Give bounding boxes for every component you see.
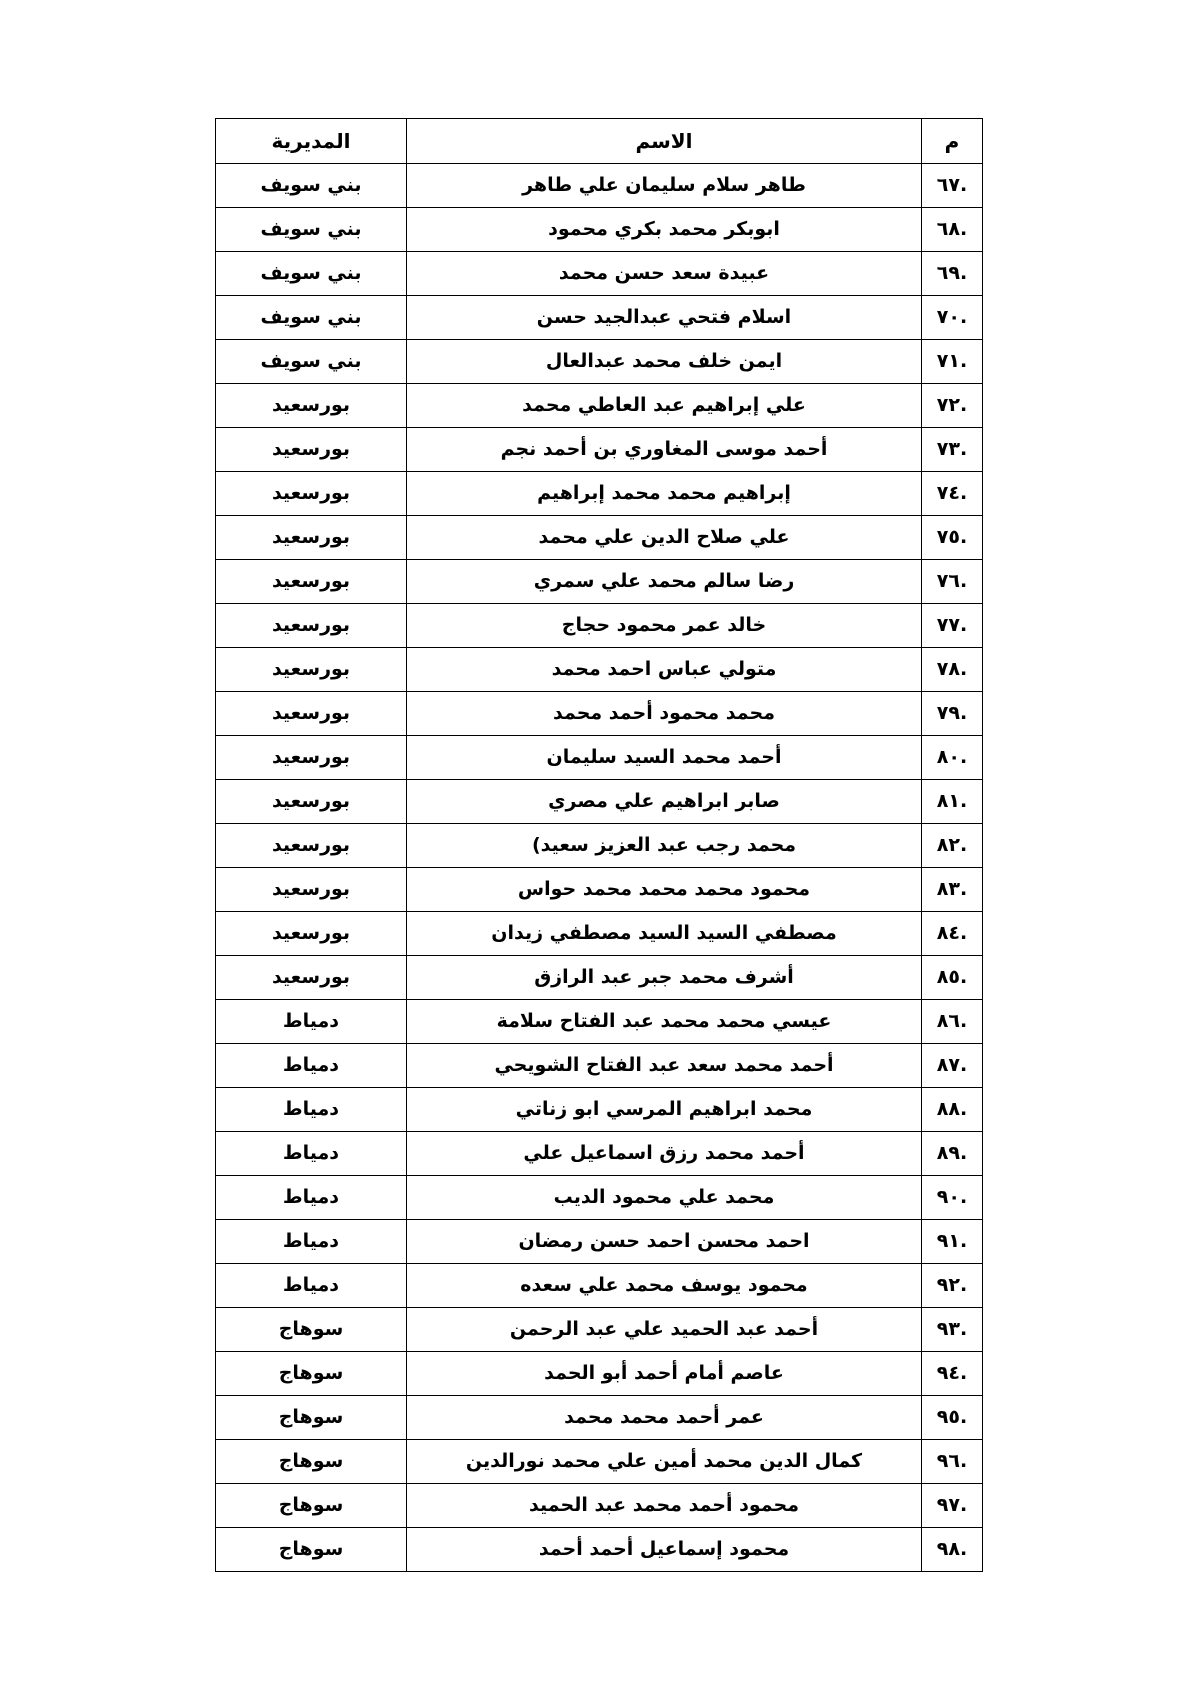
table-row <box>216 604 983 648</box>
row-directorate: بورسعيد <box>216 956 407 1000</box>
row-number: .٨٩ <box>922 1132 983 1176</box>
row-number: .٧٧ <box>922 604 983 648</box>
table-row <box>216 1528 983 1572</box>
row-number: .٩٢ <box>922 1264 983 1308</box>
row-number: .٦٩ <box>922 252 983 296</box>
row-name: أشرف محمد جبر عبد الرازق <box>407 956 922 1000</box>
table-row <box>216 428 983 472</box>
row-number: .٧٥ <box>922 516 983 560</box>
row-directorate: بورسعيد <box>216 736 407 780</box>
row-name: محمد رجب عبد العزيز سعيد) <box>407 824 922 868</box>
row-directorate: بورسعيد <box>216 780 407 824</box>
header-number: م <box>922 119 983 164</box>
row-directorate: سوهاج <box>216 1396 407 1440</box>
row-name: اسلام فتحي عبدالجيد حسن <box>407 296 922 340</box>
table-row <box>216 1484 983 1528</box>
row-directorate: بني سويف <box>216 252 407 296</box>
row-directorate: سوهاج <box>216 1308 407 1352</box>
row-number: .٧٩ <box>922 692 983 736</box>
row-number: .٨٢ <box>922 824 983 868</box>
row-number: .٦٨ <box>922 208 983 252</box>
table-row <box>216 1396 983 1440</box>
row-directorate: بورسعيد <box>216 868 407 912</box>
row-number: .٧٣ <box>922 428 983 472</box>
table-row <box>216 1000 983 1044</box>
table-row <box>216 956 983 1000</box>
table-row <box>216 824 983 868</box>
row-directorate: دمياط <box>216 1088 407 1132</box>
table-row <box>216 1132 983 1176</box>
row-name: محمد علي محمود الديب <box>407 1176 922 1220</box>
row-number: .٨٤ <box>922 912 983 956</box>
row-name: محمود إسماعيل أحمد أحمد <box>407 1528 922 1572</box>
row-name: محمد ابراهيم المرسي ابو زناتي <box>407 1088 922 1132</box>
row-number: .٩٧ <box>922 1484 983 1528</box>
row-number: .٧١ <box>922 340 983 384</box>
row-directorate: بني سويف <box>216 296 407 340</box>
row-number: .٩٠ <box>922 1176 983 1220</box>
table-row <box>216 868 983 912</box>
table-row <box>216 1220 983 1264</box>
row-number: .٩١ <box>922 1220 983 1264</box>
row-name: أحمد محمد سعد عبد الفتاح الشويحي <box>407 1044 922 1088</box>
row-number: .٩٨ <box>922 1528 983 1572</box>
row-number: .٨١ <box>922 780 983 824</box>
row-name: مصطفي السيد السيد مصطفي زيدان <box>407 912 922 956</box>
row-name: احمد محسن احمد حسن رمضان <box>407 1220 922 1264</box>
table-row <box>216 648 983 692</box>
row-directorate: بورسعيد <box>216 472 407 516</box>
row-name: متولي عباس احمد محمد <box>407 648 922 692</box>
row-directorate: بورسعيد <box>216 560 407 604</box>
row-number: .٨٥ <box>922 956 983 1000</box>
row-number: .٩٤ <box>922 1352 983 1396</box>
table-row <box>216 692 983 736</box>
row-name: أحمد عبد الحميد علي عبد الرحمن <box>407 1308 922 1352</box>
row-directorate: بورسعيد <box>216 824 407 868</box>
table-row <box>216 472 983 516</box>
row-directorate: دمياط <box>216 1132 407 1176</box>
names-table <box>215 118 983 1572</box>
row-directorate: بورسعيد <box>216 692 407 736</box>
table-row <box>216 384 983 428</box>
row-directorate: بورسعيد <box>216 516 407 560</box>
row-directorate: دمياط <box>216 1264 407 1308</box>
row-name: أحمد محمد السيد سليمان <box>407 736 922 780</box>
table-row <box>216 1264 983 1308</box>
row-name: أحمد موسى المغاوري بن أحمد نجم <box>407 428 922 472</box>
table-row <box>216 1176 983 1220</box>
row-directorate: سوهاج <box>216 1484 407 1528</box>
row-number: .٧٠ <box>922 296 983 340</box>
row-name: عاصم أمام أحمد أبو الحمد <box>407 1352 922 1396</box>
row-number: .٩٥ <box>922 1396 983 1440</box>
row-directorate: بورسعيد <box>216 604 407 648</box>
row-directorate: بورسعيد <box>216 912 407 956</box>
row-directorate: سوهاج <box>216 1352 407 1396</box>
row-name: طاهر سلام سليمان علي طاهر <box>407 164 922 208</box>
row-directorate: سوهاج <box>216 1528 407 1572</box>
row-directorate: بني سويف <box>216 340 407 384</box>
row-directorate: سوهاج <box>216 1440 407 1484</box>
row-directorate: بورسعيد <box>216 384 407 428</box>
table-row <box>216 1440 983 1484</box>
table-row <box>216 296 983 340</box>
table-row <box>216 560 983 604</box>
row-number: .٨٣ <box>922 868 983 912</box>
row-name: علي إبراهيم عبد العاطي محمد <box>407 384 922 428</box>
row-name: محمود يوسف محمد علي سعده <box>407 1264 922 1308</box>
table-row <box>216 1352 983 1396</box>
row-name: عمر أحمد محمد محمد <box>407 1396 922 1440</box>
row-number: .٧٢ <box>922 384 983 428</box>
row-name: إبراهيم محمد محمد إبراهيم <box>407 472 922 516</box>
table-row <box>216 340 983 384</box>
row-directorate: دمياط <box>216 1000 407 1044</box>
row-name: ايمن خلف محمد عبدالعال <box>407 340 922 384</box>
table-body <box>216 164 983 1572</box>
row-name: محمود محمد محمد محمد حواس <box>407 868 922 912</box>
row-directorate: بورسعيد <box>216 648 407 692</box>
table-row <box>216 1088 983 1132</box>
row-number: .٧٦ <box>922 560 983 604</box>
row-number: .٧٨ <box>922 648 983 692</box>
header-name: الاسم <box>407 119 922 164</box>
row-directorate: دمياط <box>216 1220 407 1264</box>
row-number: .٩٦ <box>922 1440 983 1484</box>
table-header-row <box>216 119 983 164</box>
row-name: صابر ابراهيم علي مصري <box>407 780 922 824</box>
row-number: .٩٣ <box>922 1308 983 1352</box>
row-name: عبيدة سعد حسن محمد <box>407 252 922 296</box>
table-row <box>216 1308 983 1352</box>
row-name: خالد عمر محمود حجاج <box>407 604 922 648</box>
row-directorate: دمياط <box>216 1044 407 1088</box>
row-name: رضا سالم محمد علي سمري <box>407 560 922 604</box>
row-number: .٨٦ <box>922 1000 983 1044</box>
table-row <box>216 1044 983 1088</box>
row-name: كمال الدين محمد أمين علي محمد نورالدين <box>407 1440 922 1484</box>
row-number: .٦٧ <box>922 164 983 208</box>
row-name: عيسي محمد محمد عبد الفتاح سلامة <box>407 1000 922 1044</box>
row-directorate: بني سويف <box>216 208 407 252</box>
row-directorate: بني سويف <box>216 164 407 208</box>
row-number: .٨٠ <box>922 736 983 780</box>
row-name: علي صلاح الدين علي محمد <box>407 516 922 560</box>
row-directorate: بورسعيد <box>216 428 407 472</box>
row-directorate: دمياط <box>216 1176 407 1220</box>
row-number: .٨٧ <box>922 1044 983 1088</box>
row-name: محمود أحمد محمد عبد الحميد <box>407 1484 922 1528</box>
row-number: .٧٤ <box>922 472 983 516</box>
table-row <box>216 252 983 296</box>
table-row <box>216 208 983 252</box>
table-row <box>216 736 983 780</box>
row-name: أحمد محمد رزق اسماعيل علي <box>407 1132 922 1176</box>
table-row <box>216 912 983 956</box>
row-number: .٨٨ <box>922 1088 983 1132</box>
table-row <box>216 780 983 824</box>
header-directorate: المديرية <box>216 119 407 164</box>
table-row <box>216 516 983 560</box>
row-name: ابوبكر محمد بكري محمود <box>407 208 922 252</box>
table-row <box>216 164 983 208</box>
row-name: محمد محمود أحمد محمد <box>407 692 922 736</box>
